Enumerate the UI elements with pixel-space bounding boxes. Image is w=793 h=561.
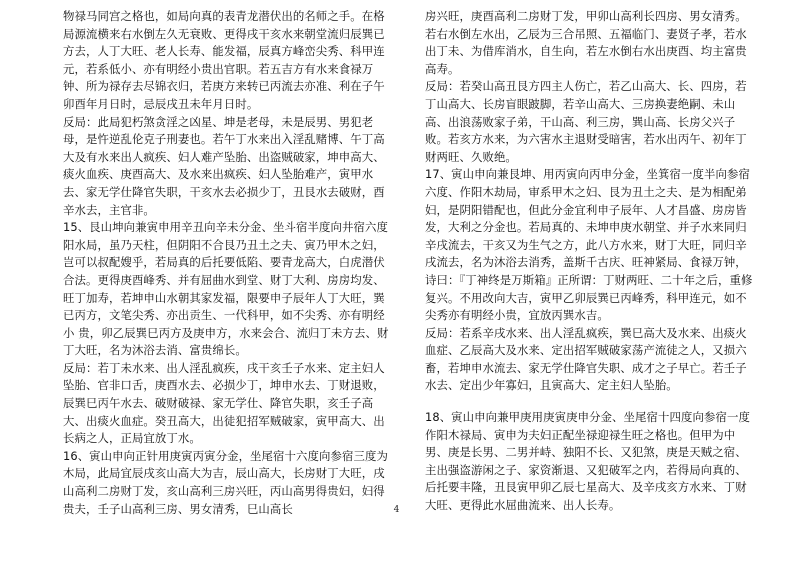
- left-paragraph-3: 15、艮山坤向兼寅申用辛丑向辛未分金、坐斗宿半度向井宿六度阳水局，虽乃天柱，但阴阳不合艮乃丑土之夫、寅乃甲木之妇，岂可以叔配嫂乎，若局真的后托要低陷、要青龙高大，白虎潜伏合法。更得庚酉峰秀、并有屈曲水到堂、财丁大利、房房均发、旺丁加寿，若坤申山水朝其家发福，限要申子辰年人丁大旺，巽已丙方，文笔尖秀、亦出贡生、一代科甲，如不尖秀、亦有明经小 贵，卯乙辰巽巳丙方及庚申方，水来会合、流归丁未方去、财丁大旺，名为沐浴去消、富贵绵长。: [63, 220, 389, 358]
- right-paragraph-1: 房兴旺，庚酉高利二房财丁发，甲卯山高利长四房、男女清秀。若右水倒左水出，乙辰为三合吊照、五福临门、妻贤子孝，若水出丁未、为借库消水，自生向，若左水倒右水出庚酉、均主富贵高寿。: [425, 9, 747, 76]
- left-column: [63, 8, 391, 518]
- left-paragraph-1: 物禄马同宫之格也，如局向真的表青龙潜伏出的名师之手。在格局源流横来右水倒左久无衰败、更得戌干亥水来朝堂流归辰巽已方去，人丁大旺、老人长寿、能发福，辰真方峰峦尖秀、科甲连元，若系低小、亦有明经小贵出官职。若五吉方有水来食禄万钟、所为禄存去尽锦衣归，若庚方来转已丙流去亦准、利在子午卯酉年月日时，忌辰戌丑未年月日时。: [63, 9, 385, 111]
- right-column: [425, 8, 753, 515]
- left-paragraph-2: 反局：此局犯朽煞贪淫之凶星、坤是老母，未是辰男、男犯老母，是忤逆乱伦克子刑妻也。若午丁水来出入淫乱赌博、午丁高大及有水来出人疯疾、妇人难产坠胎、出盗贼破家，坤申高大、痰火血疾、庚酉高大、及水来出疯疾、妇人坠胎难产，寅甲水去、家无学仕降官失职，干亥水去必损少丁，丑艮水去破财，酉辛水去，主官非。: [63, 114, 385, 217]
- page-number: 4: [393, 505, 400, 515]
- right-paragraph-3: 17、寅山申向兼艮坤、用丙寅向丙申分金，坐箕宿一度半向参宿六度、作阳木劫局，审系甲木之妇、艮为丑土之夫、是为相配弟妇，是阴阳错配也，但此分金宜利申子辰年、人才昌盛、房房皆发，大利之分金也。若局真的、未坤申庚水朝堂、并子水来同归辛戌流去，干亥又为生气之方，此八方水来，财丁大旺，同归辛戌流去，名为沐浴去消秀，盖斯千古庆、旺神紧局、食禄万钟，诗曰：『丁神终是万斯箱』正所谓：丁财两旺、二十年之后，重修复兴。不用改向大吉，寅甲乙卯辰巽已丙峰秀，科甲连元，如不尖秀亦有明经小贵，宜放丙巽水吉。: [425, 167, 753, 323]
- section-gap: [425, 395, 753, 409]
- right-paragraph-2: 反局：若癸山高丑艮方四主人伤亡，若乙山高大、长、四房，若丁山高大、长房盲眼跛脚，若辛山高大、三房换妻绝嗣、未山高、出浪荡败家子弟，干山高、利三房，巽山高、长房父兴子败。若亥方水来，为六害水主退财受暗害，若水出丙午、初年丁财两旺、久败绝。: [425, 79, 747, 164]
- left-paragraph-5: 16、寅山申向正针用庚寅丙寅分金，坐尾宿十六度向参宿三度为木局，此局宜辰戌亥山高大为吉，辰山高大，长房财丁大旺，戌山高利二房财丁发，亥山高利三房兴旺，丙山高男得贵妇，妇得贵夫，壬子山高利三房、男女清秀，巳山高长: [63, 448, 388, 516]
- left-paragraph-4: 反局：若丁未水来、出人淫乱疯疾，戌干亥壬子水来、定主妇人坠胎、官非口舌，庚酉水去、必损少丁，坤申水去、丁财退败，辰巽巳丙午水去、破财破禄、家无学仕、降官失职，亥壬子高大、出痰火血症。癸丑高大，出徒犯招军贼破家，寅甲高大、出长病之人，正局宜放丁水。: [63, 360, 385, 446]
- right-paragraph-4: 反局：若系辛戌水来、出人淫乱疯疾，巽巳高大及水来、出痰火血症、乙辰高大及水来、定出招军贼破家荡产流徒之人，又损六畜，若坤申水流去、家无学仕降官失职、成才之子早亡。若壬子水去、定出少年寡妇，且寅高大、定主妇人坠胎。: [425, 325, 747, 393]
- right-paragraph-5: 18、寅山申向兼甲庚用庚寅庚申分金、坐尾宿十四度向参宿一度作阳木禄局、寅申为夫妇正配坐禄迎禄生旺之格也。但甲为中男、庚是长男、二男并峙、独阳不长、又犯煞，庚是天贼之宿、主出强盗游闲之子、家资渐退、又犯破军之内，若得局向真的、后托要丰隆，丑艮寅甲卯乙辰七星高大、及辛戌亥方水来、丁财大旺、更得此水屈曲流来、出人长寿。: [425, 410, 750, 513]
